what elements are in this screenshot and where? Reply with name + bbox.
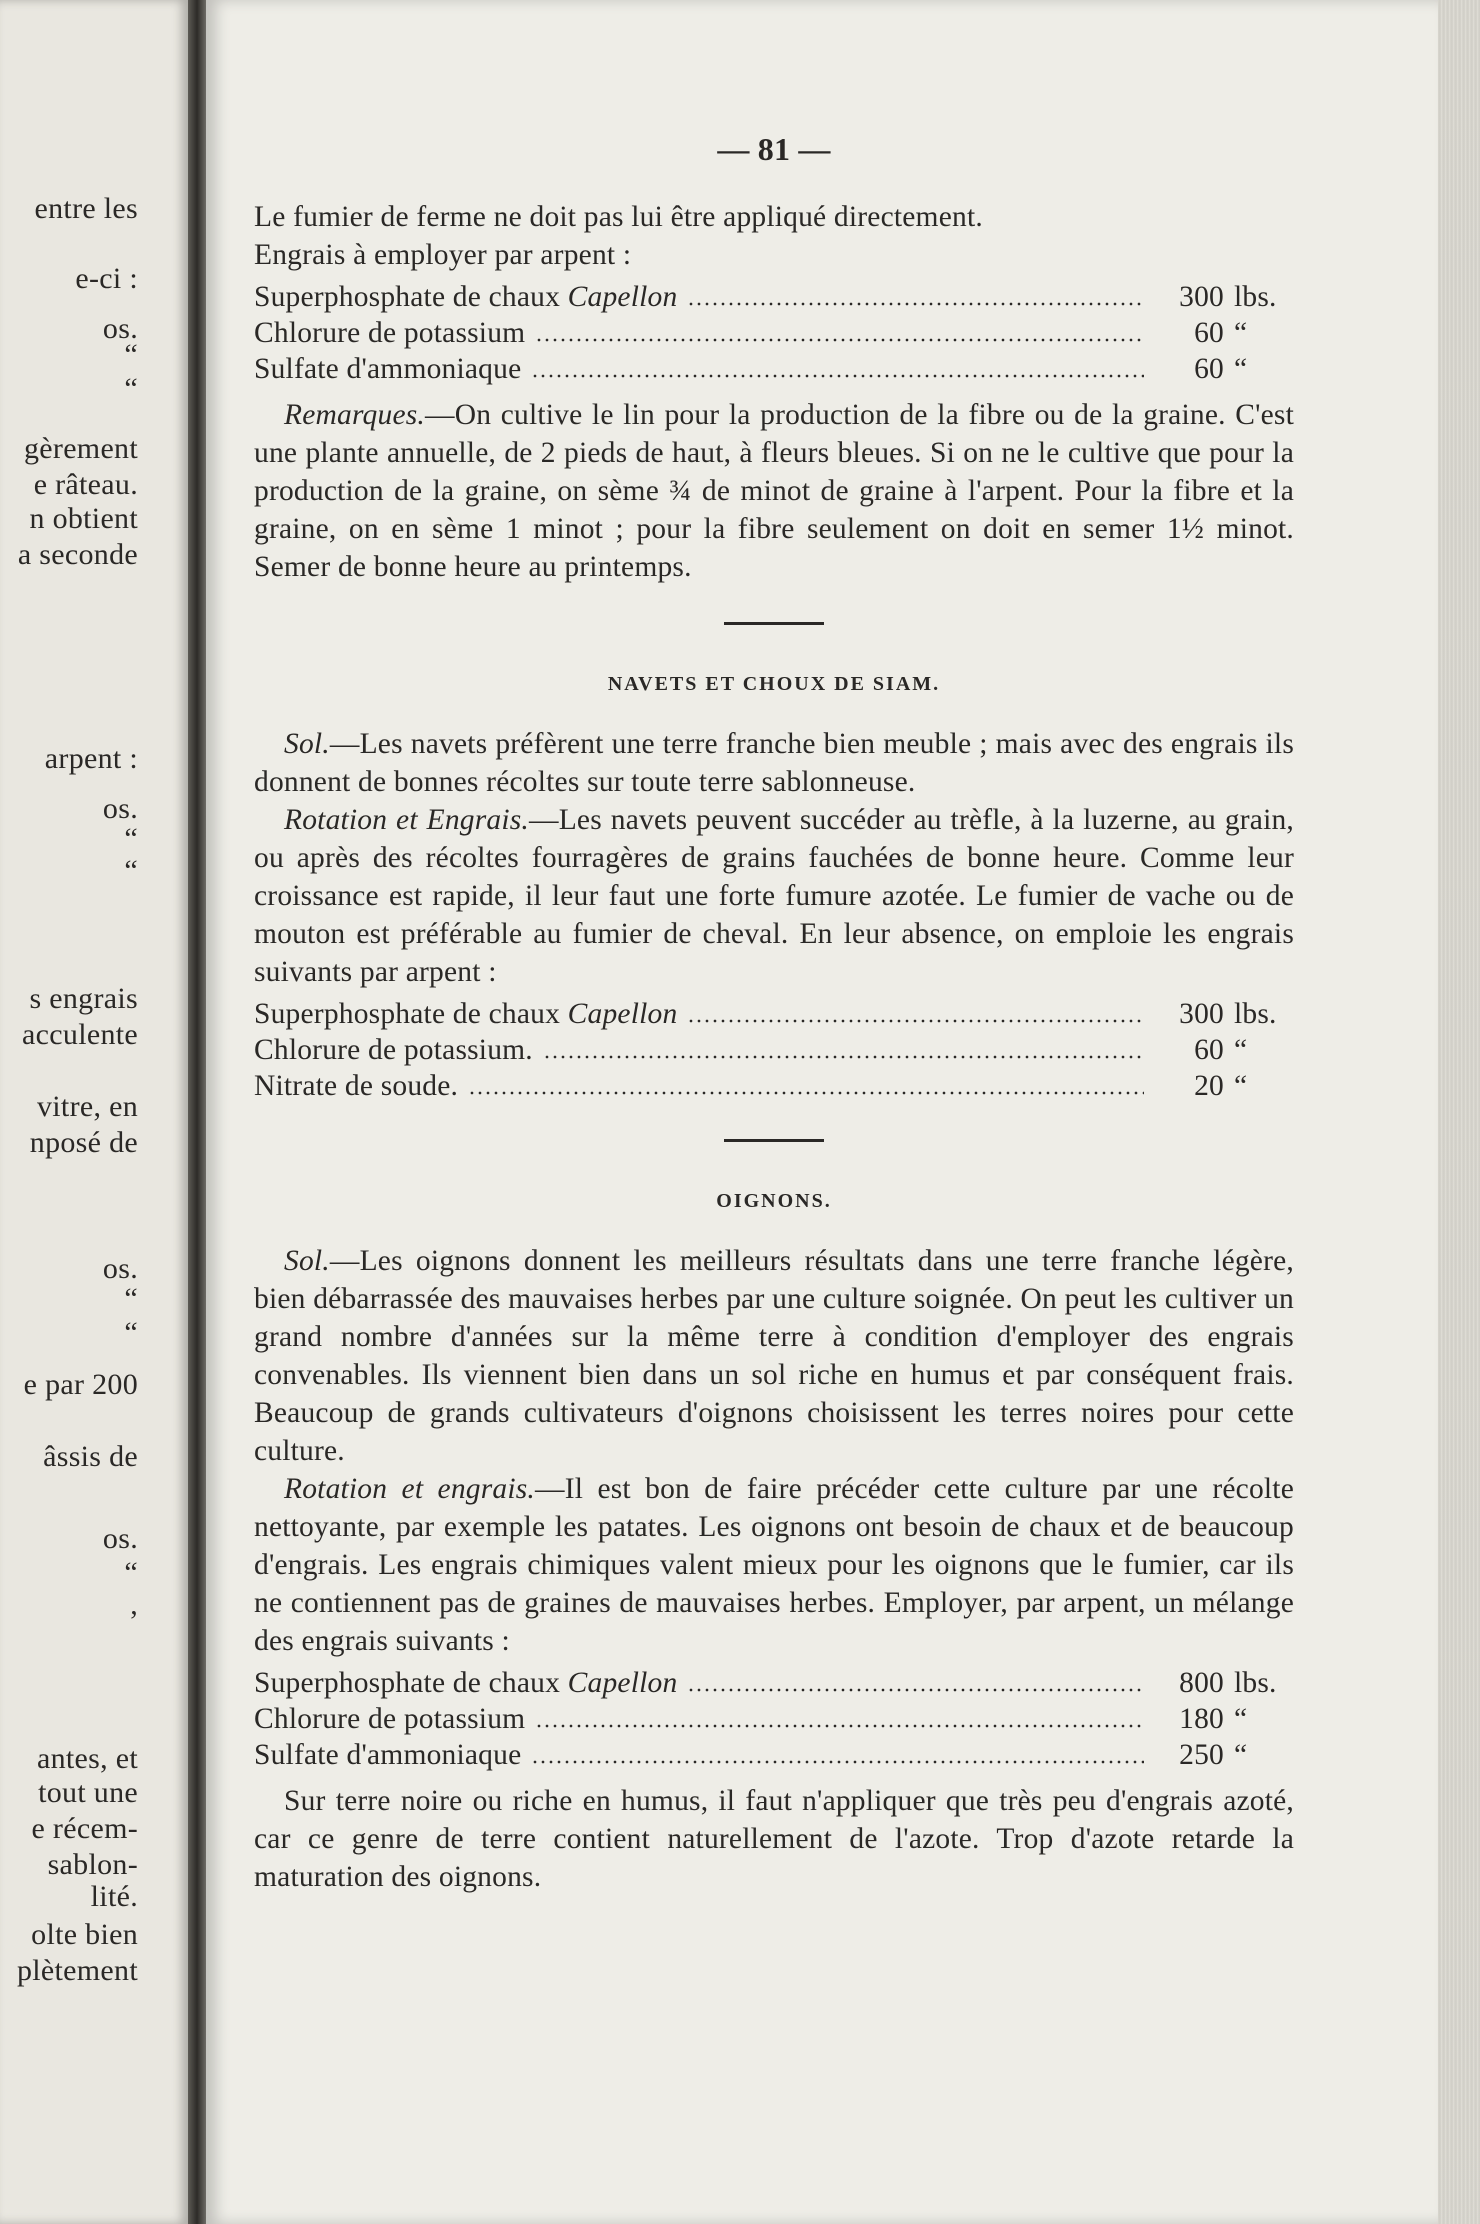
fertilizer-quantity: 60 [1194, 317, 1224, 349]
left-page-fragment: vitre, en [37, 1090, 138, 1123]
fertilizer-quantity: 60 [1194, 1034, 1224, 1066]
fertilizer-unit: “ [1234, 1739, 1248, 1771]
fertilizer-name: Superphosphate de chaux Capellon [254, 1667, 678, 1699]
section-title-oignons: OIGNONS. [716, 1190, 832, 1212]
left-page-fragment: os. [102, 312, 138, 345]
left-page-fragment: “ [124, 854, 138, 887]
fertilizer-row [254, 314, 1294, 350]
dot-leader [543, 1055, 1144, 1059]
fertilizer-row [254, 1664, 1294, 1700]
left-page-fragment: e par 200 [23, 1368, 138, 1401]
left-page-fragment: “ [124, 1282, 138, 1315]
fertilizer-row [254, 350, 1294, 386]
fertilizer-name: Sulfate d'ammoniaque [254, 353, 522, 385]
fertilizer-quantity: 300 [1179, 998, 1224, 1030]
left-page-fragment: , [130, 1588, 138, 1621]
page-number: — 81 — [717, 131, 831, 167]
oignons-fertilizer-table [254, 1664, 1294, 1772]
dot-leader [468, 1091, 1144, 1095]
fertilizer-unit: “ [1234, 1070, 1248, 1102]
left-page-fragment: nposé de [29, 1126, 138, 1159]
dot-leader [535, 338, 1144, 342]
fertilizer-row [254, 278, 1294, 314]
left-page-fragment: os. [102, 792, 138, 825]
fertilizer-quantity: 800 [1179, 1667, 1224, 1699]
paragraph-lead: Rotation et engrais. [284, 1473, 536, 1505]
fertilizer-name: Sulfate d'ammoniaque [254, 1739, 522, 1771]
right-page [206, 0, 1438, 2224]
fertilizer-row [254, 1700, 1294, 1736]
left-page-fragment: n obtient [29, 502, 138, 535]
left-page-fragment: e récem- [31, 1812, 138, 1845]
dot-leader [687, 1688, 1144, 1692]
fertilizer-unit: “ [1234, 1034, 1248, 1066]
fertilizer-unit: lbs. [1234, 281, 1277, 313]
fertilizer-unit: “ [1234, 1703, 1248, 1735]
left-page-fragment: “ [124, 1556, 138, 1589]
left-page-fragment: a seconde [17, 538, 138, 571]
fertilizer-name: Chlorure de potassium [254, 317, 526, 349]
left-page-fragment: olte bien [31, 1918, 138, 1951]
fertilizer-quantity: 180 [1179, 1703, 1224, 1735]
dot-leader [687, 1019, 1144, 1023]
navets-rotation-paragraph: Rotation et Engrais.—Les navets peuvent succéder au trèfle, à la luzerne, au grain, ou après des récoltes fourragères de grains fauchées de bonne heure. Comme leur croissance est rapide, il leur faut une forte fumure azotée. Le fumier de vache ou de mouton est préférable au fumier de cheval. En leur absence, on emploie les engrais suivants par arpent : [254, 804, 1295, 988]
left-page-fragment: os. [102, 1522, 138, 1555]
oignons-sol-paragraph: Sol.—Les oignons donnent les meilleurs résultats dans une terre franche légère, bien débarrassée des mauvaises herbes par une culture soignée. On peut les cultiver un grand nombre d'années sur la même terre à condition d'employer des engrais convenables. Ils viennent bien dans un sol riche en humus et par conséquent frais. Beaucoup de grands cultivateurs d'oignons choisissent les terres noires pour cette culture. [254, 1245, 1294, 1467]
navets-fertilizer-table [254, 995, 1294, 1103]
dot-leader [535, 1724, 1144, 1728]
fertilizer-quantity: 20 [1194, 1070, 1224, 1102]
left-page-fragment: lité. [90, 1880, 138, 1913]
left-page-fragment: “ [124, 1316, 138, 1349]
fertilizer-name: Superphosphate de chaux Capellon [254, 281, 678, 313]
left-page-fragment: gèrement [23, 432, 138, 465]
left-page-fragment: “ [124, 338, 138, 371]
left-page-fragment: acculente [22, 1018, 138, 1051]
left-page-fragment: “ [124, 372, 138, 405]
left-page-fragment: arpent : [44, 742, 138, 775]
section-divider [724, 1139, 824, 1142]
fertilizer-row [254, 1031, 1294, 1067]
left-page-fragment: plètement [17, 1954, 138, 1987]
book-gutter [188, 0, 206, 2224]
paragraph-lead: Rotation et Engrais. [284, 804, 530, 836]
page-edge [1438, 0, 1480, 2224]
left-page-fragment: s engrais [29, 982, 138, 1015]
fertilizer-quantity: 60 [1194, 353, 1224, 385]
left-page-fragment: antes, et [37, 1742, 138, 1775]
page-body [254, 130, 1294, 1896]
flax-intro-line-1: Le fumier de ferme ne doit pas lui être appliqué directement. [254, 201, 983, 233]
left-page-fragment: âssis de [43, 1440, 138, 1473]
fertilizer-name: Chlorure de potassium [254, 1703, 526, 1735]
fertilizer-quantity: 250 [1179, 1739, 1224, 1771]
left-page-fragment: e-ci : [75, 262, 138, 295]
flax-remarks-paragraph: Remarques.—On cultive le lin pour la production de la fibre ou de la graine. C'est une plante annuelle, de 2 pieds de haut, à fleurs bleues. Si on ne le cultive que pour la production de la graine, on sème ¾ de minot de graine à l'arpent. Pour la fibre et la graine, on en sème 1 minot ; pour la fibre seulement on doit en semer 1½ minot. Semer de bonne heure au printemps. [254, 399, 1294, 583]
paragraph-lead: Sol. [284, 728, 330, 760]
oignons-rotation-paragraph: Rotation et engrais.—Il est bon de faire précéder cette culture par une récolte nettoyante, par exemple les patates. Les oignons ont besoin de chaux et de beaucoup d'engrais. Les engrais chimiques valent mieux pour les oignons que le fumier, car ils ne contiennent pas de graines de mauvaises herbes. Employer, par arpent, un mélange des engrais suivants : [254, 1473, 1294, 1657]
flax-intro-line-2: Engrais à employer par arpent : [254, 239, 632, 271]
dot-leader [687, 302, 1144, 306]
dot-leader [531, 1760, 1144, 1764]
fertilizer-unit: “ [1234, 353, 1248, 385]
flax-fertilizer-table [254, 278, 1294, 386]
fertilizer-brand: Capellon [567, 998, 678, 1030]
fertilizer-name: Nitrate de soude. [254, 1070, 459, 1102]
paragraph-lead: Sol. [284, 1245, 330, 1277]
oignons-closing-paragraph: Sur terre noire ou riche en humus, il faut n'appliquer que très peu d'engrais azoté, car ce genre de terre contient naturellement de l'azote. Trop d'azote retarde la maturation des oignons. [254, 1785, 1294, 1893]
left-page-fragment: e râteau. [33, 468, 138, 501]
left-page [0, 0, 188, 2224]
fertilizer-brand: Capellon [567, 1667, 678, 1699]
left-page-fragment: entre les [34, 192, 138, 225]
section-divider [724, 622, 824, 625]
navets-sol-paragraph: Sol.—Les navets préfèrent une terre franche bien meuble ; mais avec des engrais ils donnent de bonnes récoltes sur toute terre sablonneuse. [254, 728, 1294, 798]
fertilizer-row [254, 995, 1294, 1031]
fertilizer-quantity: 300 [1179, 281, 1224, 313]
fertilizer-name: Superphosphate de chaux Capellon [254, 998, 678, 1030]
fertilizer-row [254, 1067, 1294, 1103]
fertilizer-brand: Capellon [567, 281, 678, 313]
fertilizer-row [254, 1736, 1294, 1772]
paragraph-lead: Remarques. [284, 399, 426, 431]
section-title-navets: NAVETS ET CHOUX DE SIAM. [607, 673, 941, 695]
left-page-fragment: sablon- [47, 1848, 138, 1881]
fertilizer-name: Chlorure de potassium. [254, 1034, 533, 1066]
left-page-fragment: “ [124, 822, 138, 855]
fertilizer-unit: lbs. [1234, 1667, 1277, 1699]
left-page-fragment: tout une [38, 1776, 138, 1809]
fertilizer-unit: “ [1234, 317, 1248, 349]
fertilizer-unit: lbs. [1234, 998, 1277, 1030]
left-page-fragment: os. [102, 1252, 138, 1285]
dot-leader [531, 374, 1144, 378]
